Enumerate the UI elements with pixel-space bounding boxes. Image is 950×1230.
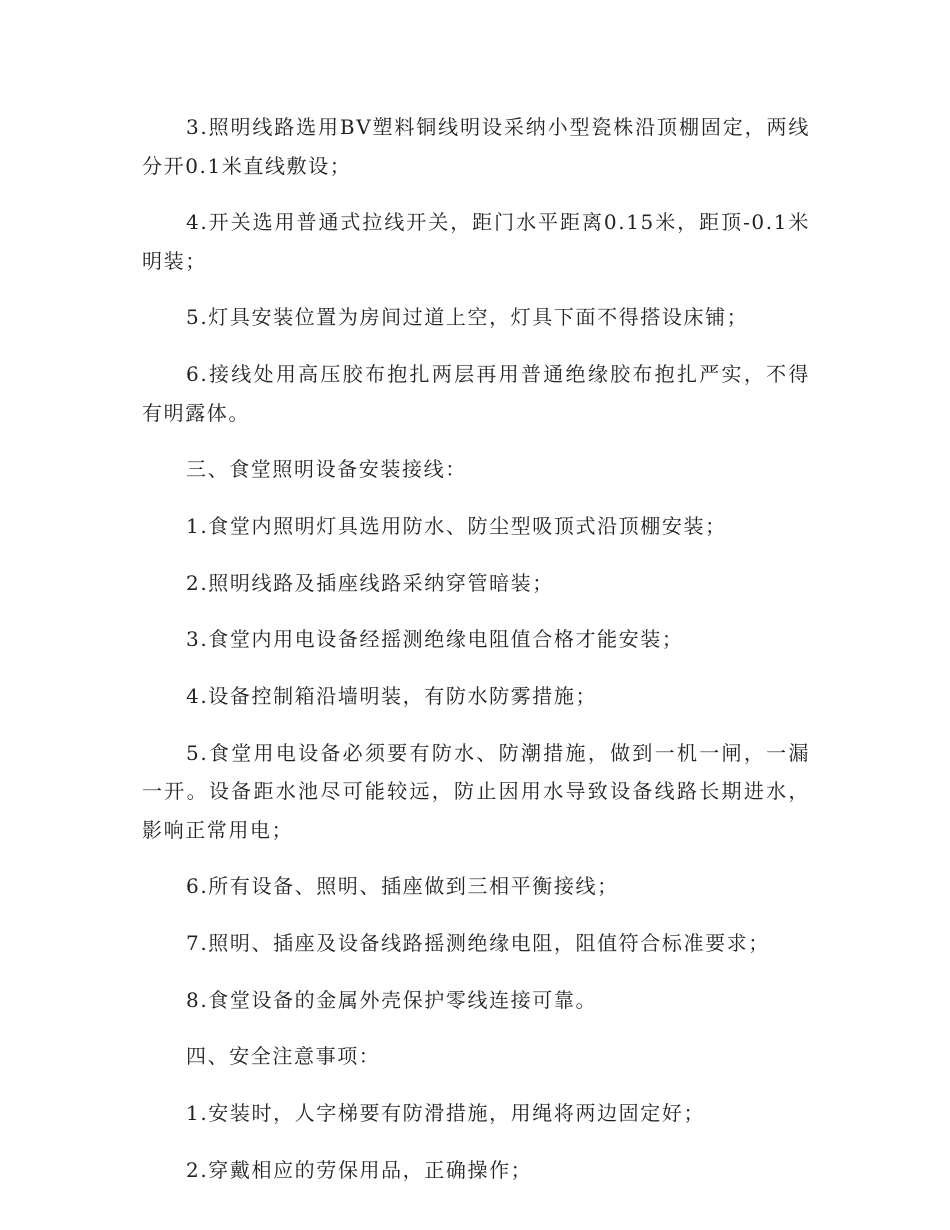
paragraph-control-box: 4.设备控制箱沿墙明装，有防水防雾措施；	[186, 684, 598, 708]
paragraph-three-phase: 6.所有设备、照明、插座做到三相平衡接线；	[186, 874, 619, 899]
paragraph-canteen-lamps: 1.食堂内照明灯具选用防水、防尘型吸顶式沿顶棚安装；	[186, 513, 727, 538]
section-heading-safety: 四、安全注意事项：	[186, 1044, 381, 1069]
paragraph-insulation-test: 7.照明、插座及设备线路摇测绝缘电阻，阻值符合标准要求；	[186, 931, 770, 956]
paragraph-waterproof-measures: 5.食堂用电设备必须要有防水、防潮措施，做到一机一闸，一漏一开。设备距水池尽可能较远，防止因用水导致设备线路长期进水，影响正常用电；	[142, 740, 810, 842]
paragraph-canteen-insulation: 3.食堂内用电设备经摇测绝缘电阻值合格才能安装；	[186, 627, 684, 652]
paragraph-ladder-safety: 1.安装时，人字梯要有防滑措施，用绳将两边固定好；	[186, 1101, 706, 1126]
paragraph-switch-install: 4.开关选用普通式拉线开关，距门水平距离0.15米，距顶-0.1米明装；	[142, 210, 810, 273]
section-heading-canteen: 三、食堂照明设备安装接线：	[186, 457, 467, 482]
paragraph-protective-gear: 2.穿戴相应的劳保用品，正确操作；	[186, 1157, 533, 1182]
paragraph-joint-taping: 6.接线处用高压胶布抱扎两层再用普通绝缘胶布抱扎严实，不得有明露体。	[142, 362, 810, 425]
paragraph-lighting-wiring: 3.照明线路选用BV塑料铜线明设采纳小型瓷株沿顶棚固定，两线分开0.1米直线敷设；	[142, 115, 810, 178]
paragraph-canteen-conduit: 2.照明线路及插座线路采纳穿管暗装；	[186, 570, 554, 595]
document-body	[142, 108, 810, 1189]
paragraph-grounding: 8.食堂设备的金属外壳保护零线连接可靠。	[186, 987, 598, 1012]
paragraph-lamp-position: 5.灯具安装位置为房间过道上空，灯具下面不得搭设床铺；	[186, 305, 749, 330]
